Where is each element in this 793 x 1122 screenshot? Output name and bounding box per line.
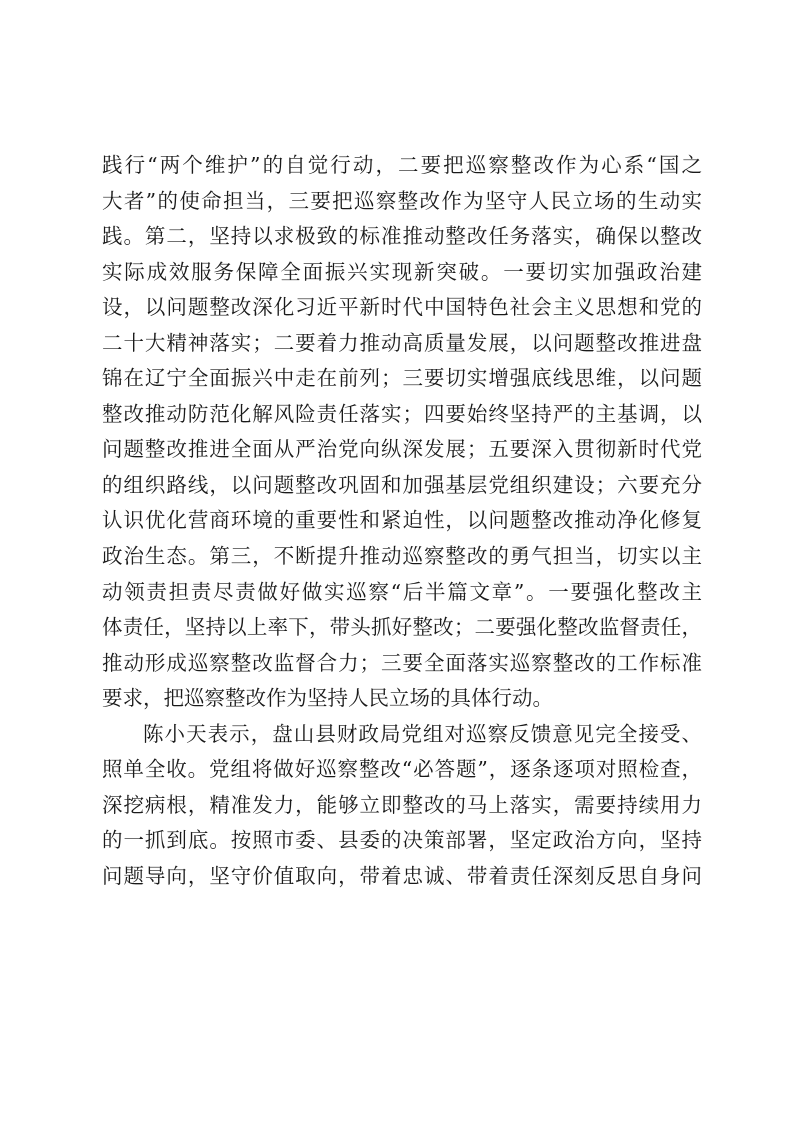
text-line: 践行“两个维护”的自觉行动，二要把巡察整改作为心系“国之: [102, 153, 702, 177]
text-line: 认识优化营商环境的重要性和紧迫性，以问题整改推动净化修复: [102, 508, 702, 533]
text-line: 要求，把巡察整改作为坚持人民立场的具体行动。: [102, 686, 553, 711]
text-line: 陈小天表示，盘山县财政局党组对巡察反馈意见完全接受、: [143, 721, 702, 746]
text-line: 问题导向，坚守价值取向，带着忠诚、带着责任深刻反思自身问: [102, 863, 702, 888]
text-line: 深挖病根，精准发力，能够立即整改的马上落实，需要持续用力: [102, 792, 702, 817]
text-line: 锦在辽宁全面振兴中走在前列；三要切实增强底线思维，以问题: [102, 366, 702, 391]
text-line: 大者”的使命担当，三要把巡察整改作为坚守人民立场的生动实: [102, 188, 702, 213]
text-line: 二十大精神落实；二要着力推动高质量发展，以问题整改推进盘: [102, 330, 702, 355]
text-line: 照单全收。党组将做好巡察整改“必答题”，逐条逐项对照检查，: [102, 757, 702, 782]
text-line: 动领责担责尽责做好做实巡察“后半篇文章”。一要强化整改主: [102, 579, 702, 604]
text-line: 问题整改推进全面从严治党向纵深发展；五要深入贯彻新时代党: [102, 437, 702, 462]
text-line: 践。第二，坚持以求极致的标准推动整改任务落实，确保以整改: [102, 224, 702, 249]
text-line: 设，以问题整改深化习近平新时代中国特色社会主义思想和党的: [102, 295, 702, 320]
text-line: 实际成效服务保障全面振兴实现新突破。一要切实加强政治建: [102, 259, 702, 284]
text-line: 体责任，坚持以上率下，带头抓好整改；二要强化整改监督责任，: [102, 615, 702, 640]
text-line: 的一抓到底。按照市委、县委的决策部署，坚定政治方向，坚持: [102, 828, 702, 853]
text-line: 推动形成巡察整改监督合力；三要全面落实巡察整改的工作标准: [102, 650, 702, 675]
body-text: [102, 148, 702, 894]
text-line: 的组织路线，以问题整改巩固和加强基层党组织建设；六要充分: [102, 472, 702, 497]
text-line: 政治生态。第三，不断提升推动巡察整改的勇气担当，切实以主: [102, 544, 702, 569]
text-line: 整改推动防范化解风险责任落实；四要始终坚持严的主基调，以: [102, 401, 702, 426]
